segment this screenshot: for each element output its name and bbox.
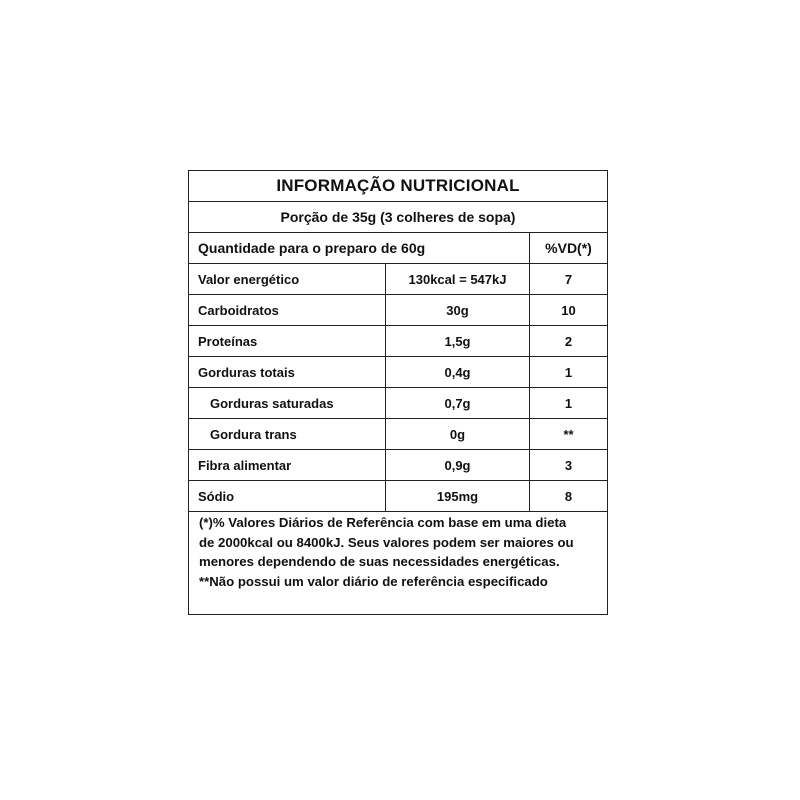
nutrient-vd: **	[529, 419, 607, 449]
nutrient-vd: 7	[529, 264, 607, 294]
nutrient-vd: 3	[529, 450, 607, 480]
portion-size	[189, 202, 607, 233]
portion-size-text: Porção de 35g (3 colheres de sopa)	[280, 209, 516, 225]
nutrient-amount: 0,9g	[385, 450, 529, 480]
nutrient-amount: 0,7g	[385, 388, 529, 418]
nutrient-vd: 10	[529, 295, 607, 325]
nutrient-amount: 0g	[385, 419, 529, 449]
nutrient-amount: 195mg	[385, 481, 529, 511]
nutrient-name: Fibra alimentar	[198, 457, 292, 473]
nutrient-vd: 1	[529, 357, 607, 387]
nutrient-amount: 0,4g	[385, 357, 529, 387]
table-row	[189, 264, 607, 295]
header-vd: %VD(*)	[529, 233, 607, 263]
table-row	[189, 388, 607, 419]
table-row	[189, 450, 607, 481]
nutrient-name: Sódio	[198, 488, 235, 504]
table-row	[189, 326, 607, 357]
nutrient-name: Gorduras saturadas	[210, 395, 334, 411]
nutrient-vd: 1	[529, 388, 607, 418]
nutrient-vd: 8	[529, 481, 607, 511]
nutrient-name: Gorduras totais	[198, 364, 295, 380]
nutrient-name: Carboidratos	[198, 302, 279, 318]
label-title-text: INFORMAÇÃO NUTRICIONAL	[276, 176, 520, 195]
nutrient-vd: 2	[529, 326, 607, 356]
table-row	[189, 357, 607, 388]
table-row	[189, 295, 607, 326]
label-title	[189, 171, 607, 202]
nutrient-amount: 1,5g	[385, 326, 529, 356]
nutrient-amount: 130kcal = 547kJ	[385, 264, 529, 294]
table-row	[189, 481, 607, 512]
nutrient-name: Valor energético	[198, 271, 300, 287]
nutrient-name: Gordura trans	[210, 426, 297, 442]
footnotes	[199, 513, 603, 591]
table-header	[189, 233, 607, 264]
footnote-line: **Não possui um valor diário de referência especificado	[199, 573, 548, 589]
header-quantity: Quantidade para o preparo de 60g	[198, 240, 426, 256]
footnote-line: (*)% Valores Diários de Referência com base em uma dieta	[199, 515, 567, 530]
footnote-line: menores dependendo de suas necessidades energéticas.	[199, 554, 560, 569]
nutrient-name: Proteínas	[198, 333, 258, 349]
footnote-line: de 2000kcal ou 8400kJ. Seus valores podem ser maiores ou	[199, 534, 574, 550]
nutrient-amount: 30g	[385, 295, 529, 325]
nutrition-facts-label	[188, 170, 608, 615]
table-row	[189, 419, 607, 450]
